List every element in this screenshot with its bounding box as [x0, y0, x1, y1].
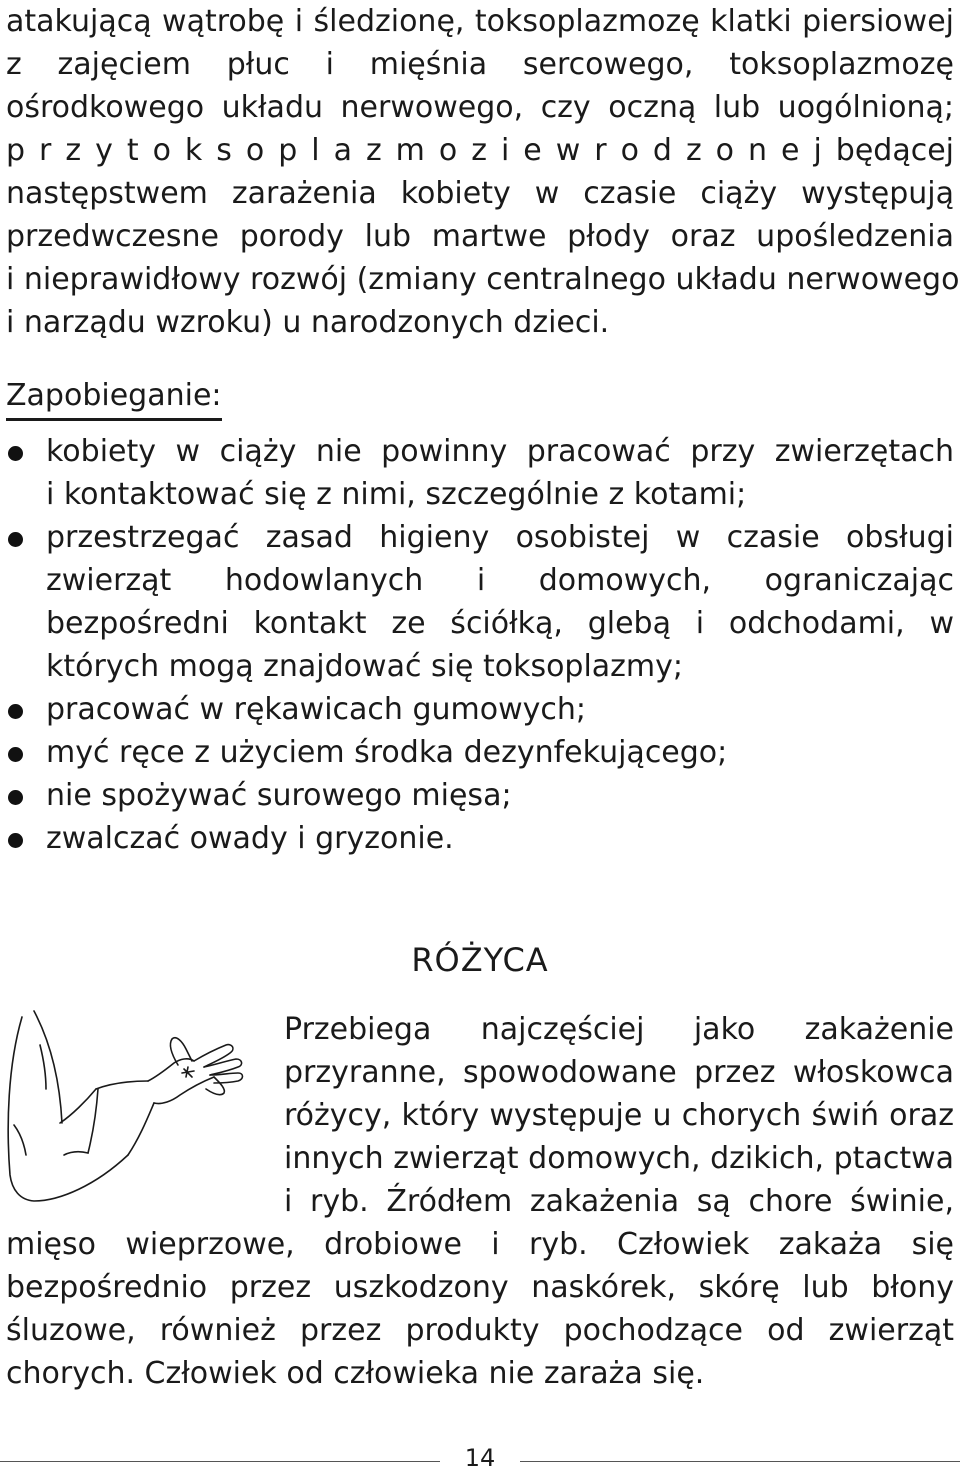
text-line: różycy, który występuje u chorych świń oraz: [284, 1098, 954, 1133]
list-item-line: zwierząt hodowlanych i domowych, ograniczając: [46, 563, 954, 598]
list-item-line: myć ręce z użyciem środka dezynfekującego;: [46, 735, 728, 770]
bullet-icon: [8, 790, 23, 805]
bullet-icon: [8, 446, 23, 461]
list-item-line: i kontaktować się z nimi, szczególnie z kotami;: [46, 477, 747, 512]
text-line: przedwczesne porody lub martwe płody oraz upośledzenia: [6, 219, 954, 254]
text-line: bezpośrednio przez uszkodzony naskórek, skórę lub błony: [6, 1270, 954, 1305]
list-item-line: pracować w rękawicach gumowych;: [46, 692, 586, 727]
section-title: RÓŻYCA: [411, 941, 549, 979]
text-line: następstwem zarażenia kobiety w czasie ciąży występują: [6, 176, 954, 211]
list-item-line: zwalczać owady i gryzonie.: [46, 821, 454, 856]
text-line: i narządu wzroku) u narodzonych dzieci.: [6, 305, 610, 340]
bullet-icon: [8, 704, 23, 719]
text-line: Przebiega najczęściej jako zakażenie: [284, 1012, 954, 1047]
list-item-line: nie spożywać surowego mięsa;: [46, 778, 512, 813]
list-item-line: bezpośredni kontakt ze ściółką, glebą i odchodami, w: [46, 606, 954, 641]
list-item-line: których mogą znajdować się toksoplazmy;: [46, 649, 684, 684]
text-line: innych zwierząt domowych, dzikich, ptactwa: [284, 1141, 954, 1176]
text-line: śluzowe, również przez produkty pochodzące od zwierząt: [6, 1313, 954, 1348]
list-item-line: kobiety w ciąży nie powinny pracować przy zwierzętach: [46, 434, 954, 469]
text-line: i ryb. Źródłem zakażenia są chore świnie,: [284, 1184, 954, 1219]
text-line: z zajęciem płuc i mięśnia sercowego, toksoplazmozę: [6, 47, 954, 82]
text-line: p r z y t o k s o p l a z m o z i e w r o d z o n e j będącej: [6, 133, 954, 168]
bullet-icon: [8, 532, 23, 547]
arm-with-wound-icon: [0, 1005, 270, 1205]
footer-rule-right: [520, 1461, 960, 1462]
text-line: mięso wieprzowe, drobiowe i ryb. Człowiek zakaża się: [6, 1227, 954, 1262]
text-line: chorych. Człowiek od człowieka nie zaraża się.: [6, 1356, 705, 1391]
text-line: atakującą wątrobę i śledzionę, toksoplazmozę klatki piersiowej: [6, 4, 954, 39]
bullet-icon: [8, 833, 23, 848]
text-line: ośrodkowego układu nerwowego, czy oczną lub uogólnioną;: [6, 90, 954, 125]
list-item-line: przestrzegać zasad higieny osobistej w czasie obsługi: [46, 520, 954, 555]
footer-rule-left: [0, 1461, 440, 1462]
prevention-heading: Zapobieganie:: [6, 376, 222, 421]
bullet-icon: [8, 747, 23, 762]
text-line: przyranne, spowodowane przez włoskowca: [284, 1055, 954, 1090]
text-line: i nieprawidłowy rozwój (zmiany centralnego układu nerwowego: [6, 262, 960, 297]
page-number: 14: [464, 1444, 496, 1472]
